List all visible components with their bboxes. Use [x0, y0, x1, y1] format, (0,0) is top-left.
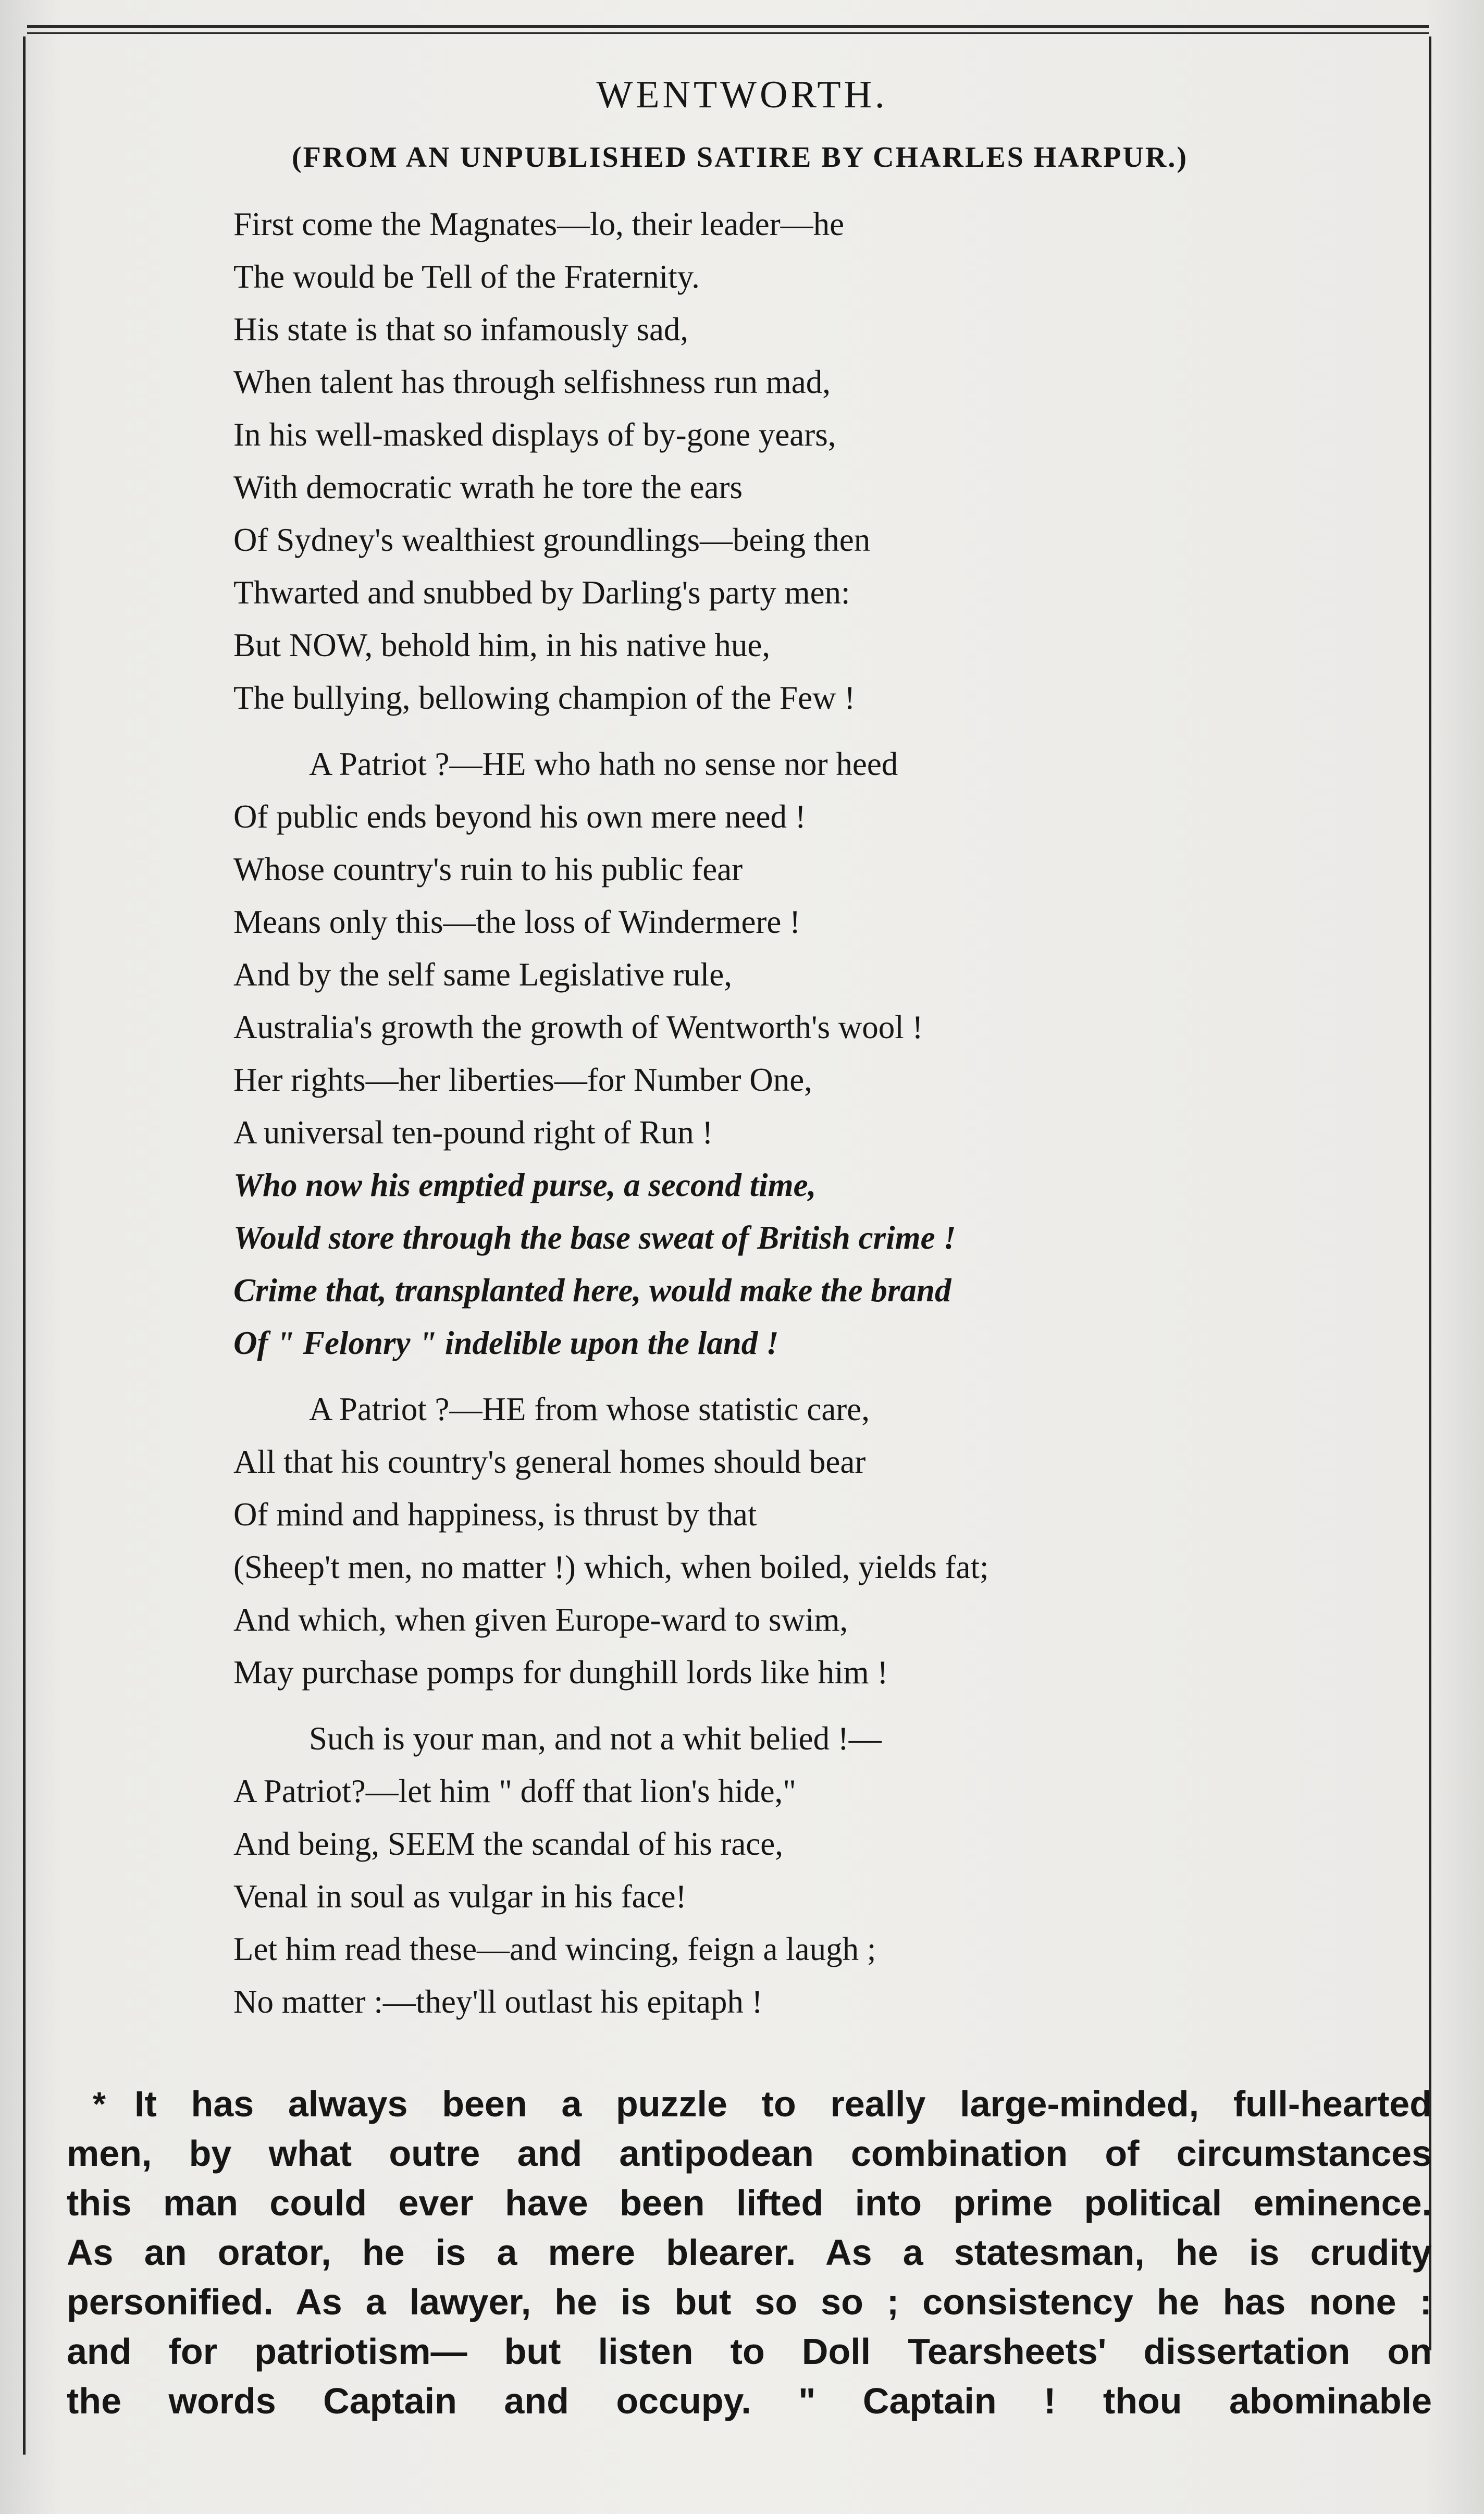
poem-line: Of public ends beyond his own mere need ! — [233, 798, 806, 835]
footnote-line: the words Captain and occupy. " Captain ! thou abominable — [67, 2381, 1432, 2421]
poem-line: Of Sydney's wealthiest groundlings—being then — [233, 522, 871, 558]
article-subtitle: (FROM AN UNPUBLISHED SATIRE BY CHARLES HARPUR.) — [291, 141, 1189, 174]
poem-line-italic: Of " Felonry " indelible upon the land ! — [233, 1325, 779, 1361]
poem-line: Venal in soul as vulgar in his face! — [233, 1878, 687, 1915]
footnote-marker: * — [93, 2085, 106, 2123]
poem-line: A Patriot?—let him " doff that lion's hide," — [233, 1773, 797, 1809]
footnote-line: personified. As a lawyer, he is but so so ; consistency he has none : — [67, 2282, 1432, 2322]
stanza-4 — [233, 1712, 1171, 2028]
stanza-2 — [233, 738, 1171, 1370]
poem-line: A Patriot ?—HE from whose statistic care, — [309, 1391, 870, 1427]
poem-line: Whose country's ruin to his public fear — [233, 851, 743, 888]
poem-line: No matter :—they'll outlast his epitaph ! — [233, 1983, 763, 2020]
footnote-line: this man could ever have been lifted into prime political eminence. — [67, 2183, 1432, 2223]
left-column-rule — [23, 36, 26, 2455]
poem-line: And being, SEEM the scandal of his race, — [233, 1826, 783, 1862]
poem-line: Of mind and happiness, is thrust by that — [233, 1496, 757, 1533]
footnote-line-text: It has always been a puzzle to really large-minded, full-hearted — [134, 2084, 1432, 2124]
poem-line: But NOW, behold him, in his native hue, — [233, 627, 771, 663]
poem-line: His state is that so infamously sad, — [233, 311, 689, 348]
poem-line: Australia's growth the growth of Wentworth's wool ! — [233, 1009, 923, 1045]
poem-line: A Patriot ?—HE who hath no sense nor heed — [309, 746, 898, 782]
poem — [233, 198, 1171, 2028]
poem-line-italic: Would store through the base sweat of British crime ! — [233, 1219, 956, 1256]
poem-line: The would be Tell of the Fraternity. — [233, 258, 700, 295]
top-double-rule — [27, 25, 1429, 28]
poem-line: Such is your man, and not a whit belied !— — [309, 1720, 882, 1757]
poem-line: Thwarted and snubbed by Darling's party men: — [233, 574, 850, 611]
article-title: WENTWORTH. — [596, 73, 888, 116]
footnote-line: and for patriotism— but listen to Doll Tearsheets' dissertation on — [67, 2331, 1432, 2372]
footnote-line: As an orator, he is a mere blearer. As a statesman, he is crudity — [67, 2232, 1432, 2273]
poem-line: And which, when given Europe-ward to swim, — [233, 1601, 848, 1638]
stanza-1 — [233, 198, 1171, 724]
poem-line: And by the self same Legislative rule, — [233, 956, 732, 993]
poem-line-italic: Who now his emptied purse, a second time, — [233, 1167, 817, 1203]
poem-line: Let him read these—and wincing, feign a laugh ; — [233, 1931, 876, 1967]
footnote-line: men, by what outre and antipodean combination of circumstances — [67, 2133, 1432, 2174]
poem-line: The bullying, bellowing champion of the Few ! — [233, 680, 856, 716]
stanza-3 — [233, 1383, 1171, 1699]
poem-line: In his well-masked displays of by-gone years, — [233, 416, 836, 453]
footnote-line — [67, 2079, 1432, 2129]
poem-line: With democratic wrath he tore the ears — [233, 469, 743, 506]
poem-line: (Sheep't men, no matter !) which, when boiled, yields fat; — [233, 1549, 989, 1585]
poem-line-italic: Crime that, transplanted here, would make the brand — [233, 1272, 951, 1309]
poem-line: Her rights—her liberties—for Number One, — [233, 1062, 812, 1098]
poem-line: All that his country's general homes should bear — [233, 1444, 866, 1480]
right-column-rule — [1429, 36, 1431, 2350]
poem-line: May purchase pomps for dunghill lords like him ! — [233, 1654, 888, 1691]
poem-line: First come the Magnates—lo, their leader—he — [233, 206, 845, 242]
poem-line: When talent has through selfishness run mad, — [233, 364, 831, 400]
top-double-rule-thin — [27, 32, 1429, 34]
poem-line: Means only this—the loss of Windermere ! — [233, 904, 801, 940]
poem-line: A universal ten-pound right of Run ! — [233, 1114, 713, 1151]
footnote — [67, 2079, 1432, 2426]
